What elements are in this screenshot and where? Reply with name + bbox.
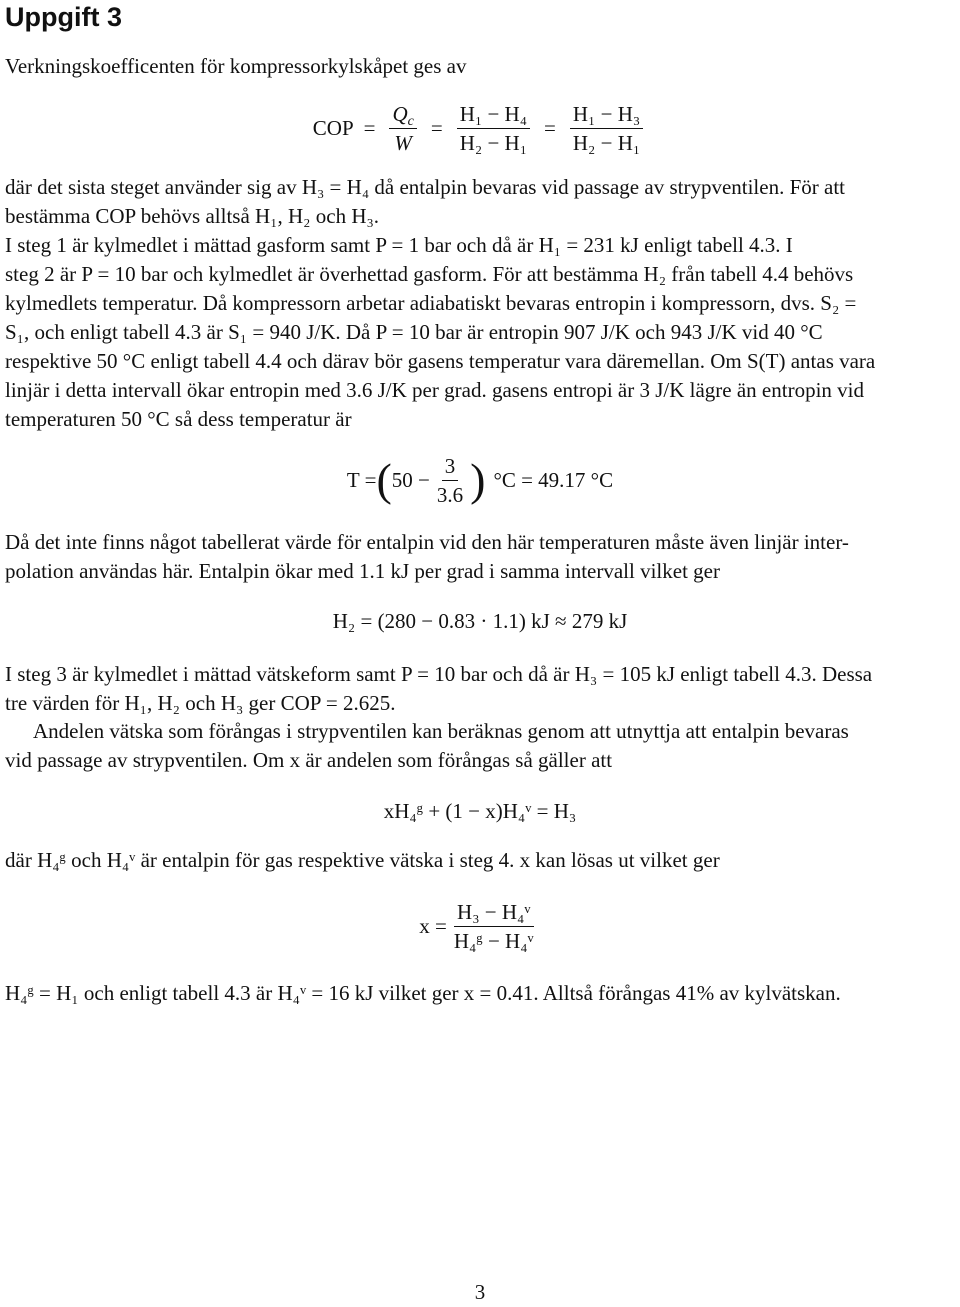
cop-equation: COP = $\frac{Q_c}{W}$ = $\frac{\text{H₁ − H₄}}{\text{H₂ − H₁}}$ = $\frac{\text{H₁ − H₃}}{\text{H₂ − H₁}}$ bbox=[0, 98, 960, 158]
page-title: Uppgift 3 bbox=[5, 2, 122, 32]
paragraph-1: där det sista steget använder sig av H₃ = H₄ då entalpin bevaras vid passage av strypventilen. För att bestämma COP behövs alltså H₁, H₂ och H₃. bbox=[5, 175, 845, 228]
paragraph-5: Andelen vätska som förångas i strypventilen kan beräknas genom att utnyttja att entalpin bevaras vid passage av strypventilen. Om x är andelen som förångas så gäller att bbox=[5, 719, 849, 772]
cop-lhs: COP bbox=[312, 115, 354, 140]
paragraph-6: där H₄ᵍ och H₄ᵛ är entalpin för gas respektive vätska i steg 4. x kan lösas ut vilket ger bbox=[5, 848, 720, 872]
intro-text: Verkningskoefficenten för kompressorkylskåpet ges av bbox=[5, 54, 467, 78]
x-solution-equation: x = $\frac{\text{H₃ − H₄ᵛ}}{\text{H₄ᵍ − H₄ᵛ}}$ bbox=[419, 899, 534, 953]
enthalpy-h2-equation: H₂ = (280 − 0.83 · 1.1) kJ ≈ 279 kJ bbox=[332, 608, 628, 633]
page-number: 3 bbox=[474, 1280, 486, 1304]
temperature-equation: T = ( 50 − $\frac{3}{3.6}$ ) °C = 49.17 °C bbox=[346, 453, 614, 507]
paragraph-2: I steg 1 är kylmedlet i mättad gasform samt P = 1 bar och då är H₁ = 231 kJ enligt tabell 4.3. I steg 2 är P = 10 bar och kylmedlet är överhettad gasform. För att bestämma H₂ från tabell 4.4 behövs kylmedlets temperatur. Då kompressorn arbetar adiabatiskt bevaras entropin i kompressorn, dvs. S₂ = S₁, och enligt tabell 4.3 är S₁ = 940 J/K. Då P = 10 bar är entropin 907 J/K och 943 J/K vid 40 °C respektive 50 °C enligt tabell 4.4 och därav bör gasens temperatur vara däremellan. Om S(T) antas vara linjär i detta intervall ökar entropin med 3.6 J/K per grad. gasens entropi är 3 J/K lägre än entropin vid temperaturen 50 °C så dess temperatur är bbox=[5, 233, 876, 431]
paragraph-3: Då det inte finns något tabellerat värde för entalpin vid den här temperaturen måste även linjär inter- polation användas här. Entalpin ökar med 1.1 kJ per grad i samma intervall vilket ger bbox=[5, 530, 849, 583]
cop-fraction-2: $\frac{\text{H₁ − H₄}}{\text{H₂ − H₁}}$ bbox=[457, 100, 530, 157]
cop-fraction-1: $\frac{Q_c}{W}$ bbox=[389, 100, 416, 157]
fraction-balance-equation: xH₄ᵍ + (1 − x)H₄ᵛ = H₃ bbox=[383, 798, 577, 823]
paragraph-4: I steg 3 är kylmedlet i mättad vätskeform samt P = 10 bar och då är H₃ = 105 kJ enligt tabell 4.3. Dessa tre värden för H₁, H₂ och H₃ ger COP = 2.625. bbox=[5, 662, 873, 715]
paragraph-7: H₄ᵍ = H₁ och enligt tabell 4.3 är H₄ᵛ = 16 kJ vilket ger x = 0.41. Alltså förångas 41% av kylvätskan. bbox=[5, 981, 841, 1005]
cop-fraction-3: $\frac{\text{H₁ − H₃}}{\text{H₂ − H₁}}$ bbox=[570, 100, 643, 157]
